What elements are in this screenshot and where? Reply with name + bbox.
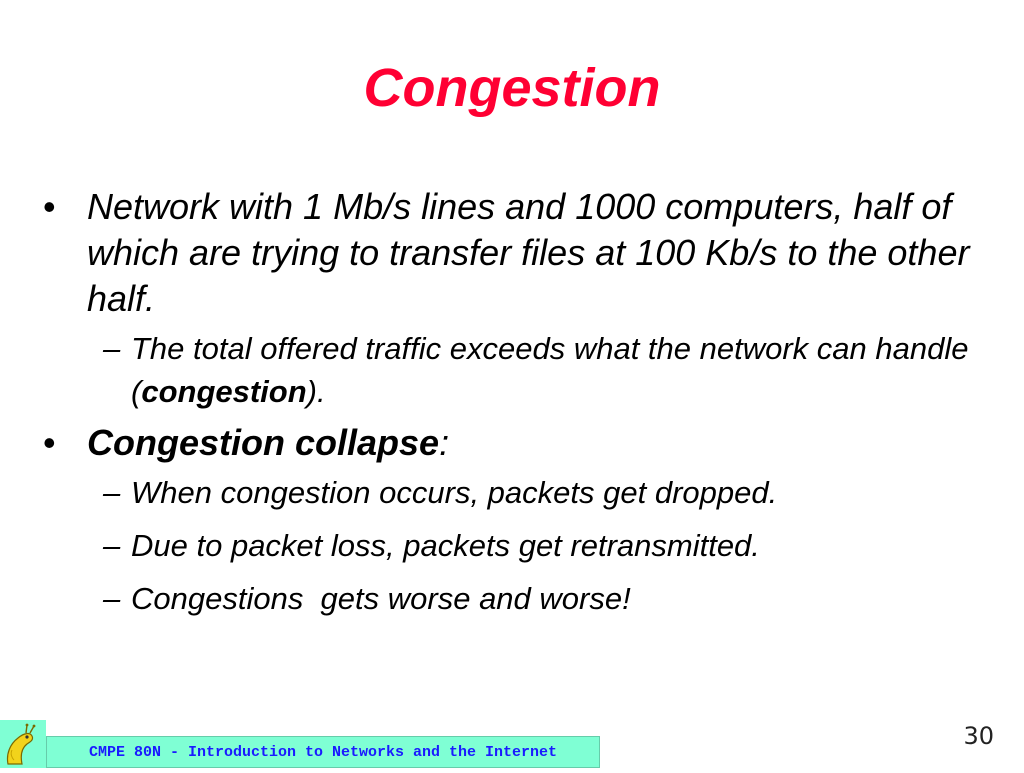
bullet-2-text-bold: Congestion collapse — [87, 422, 440, 463]
bullet-2 — [43, 420, 982, 466]
bullet-2-sub-3-text: Congestions gets worse and worse! — [131, 581, 631, 616]
slide-body — [0, 184, 1024, 620]
bullet-1-sub-1-text-post: ). — [306, 374, 326, 409]
course-footer-bar — [46, 736, 600, 768]
bullet-2-sub-2 — [103, 524, 981, 567]
bullet-2-sub-3 — [103, 577, 981, 620]
bullet-1-text: Network with 1 Mb/s lines and 1000 computers, half of which are trying to transfer files at 100 Kb/s to the other half. — [87, 186, 970, 319]
sub-bullet-marker: – — [103, 475, 121, 510]
sub-bullet-marker: – — [103, 331, 121, 366]
banana-slug-logo-icon — [0, 720, 46, 768]
page-number: 30 — [963, 722, 994, 750]
bullet-marker: • — [43, 422, 56, 463]
course-title: CMPE 80N - Introduction to Networks and the Internet — [88, 743, 558, 761]
bullet-2-sub-2-text: Due to packet loss, packets get retransmitted. — [131, 528, 760, 563]
bullet-1-sub-1-text-bold: congestion — [141, 374, 307, 409]
sub-bullet-marker: – — [103, 581, 121, 616]
slide-title: Congestion — [363, 58, 661, 118]
bullet-1 — [43, 184, 982, 322]
bullet-2-text-post: : — [439, 422, 450, 463]
bullet-marker: • — [43, 186, 56, 227]
bullet-1-sub-1-text-pre: The total offered traffic exceeds what the network can handle ( — [131, 331, 969, 409]
bullet-2-sub-1 — [103, 471, 981, 514]
sub-bullet-marker: – — [103, 528, 121, 563]
bullet-1-sub-1 — [103, 327, 981, 413]
bullet-2-sub-1-text: When congestion occurs, packets get dropped. — [131, 475, 778, 510]
